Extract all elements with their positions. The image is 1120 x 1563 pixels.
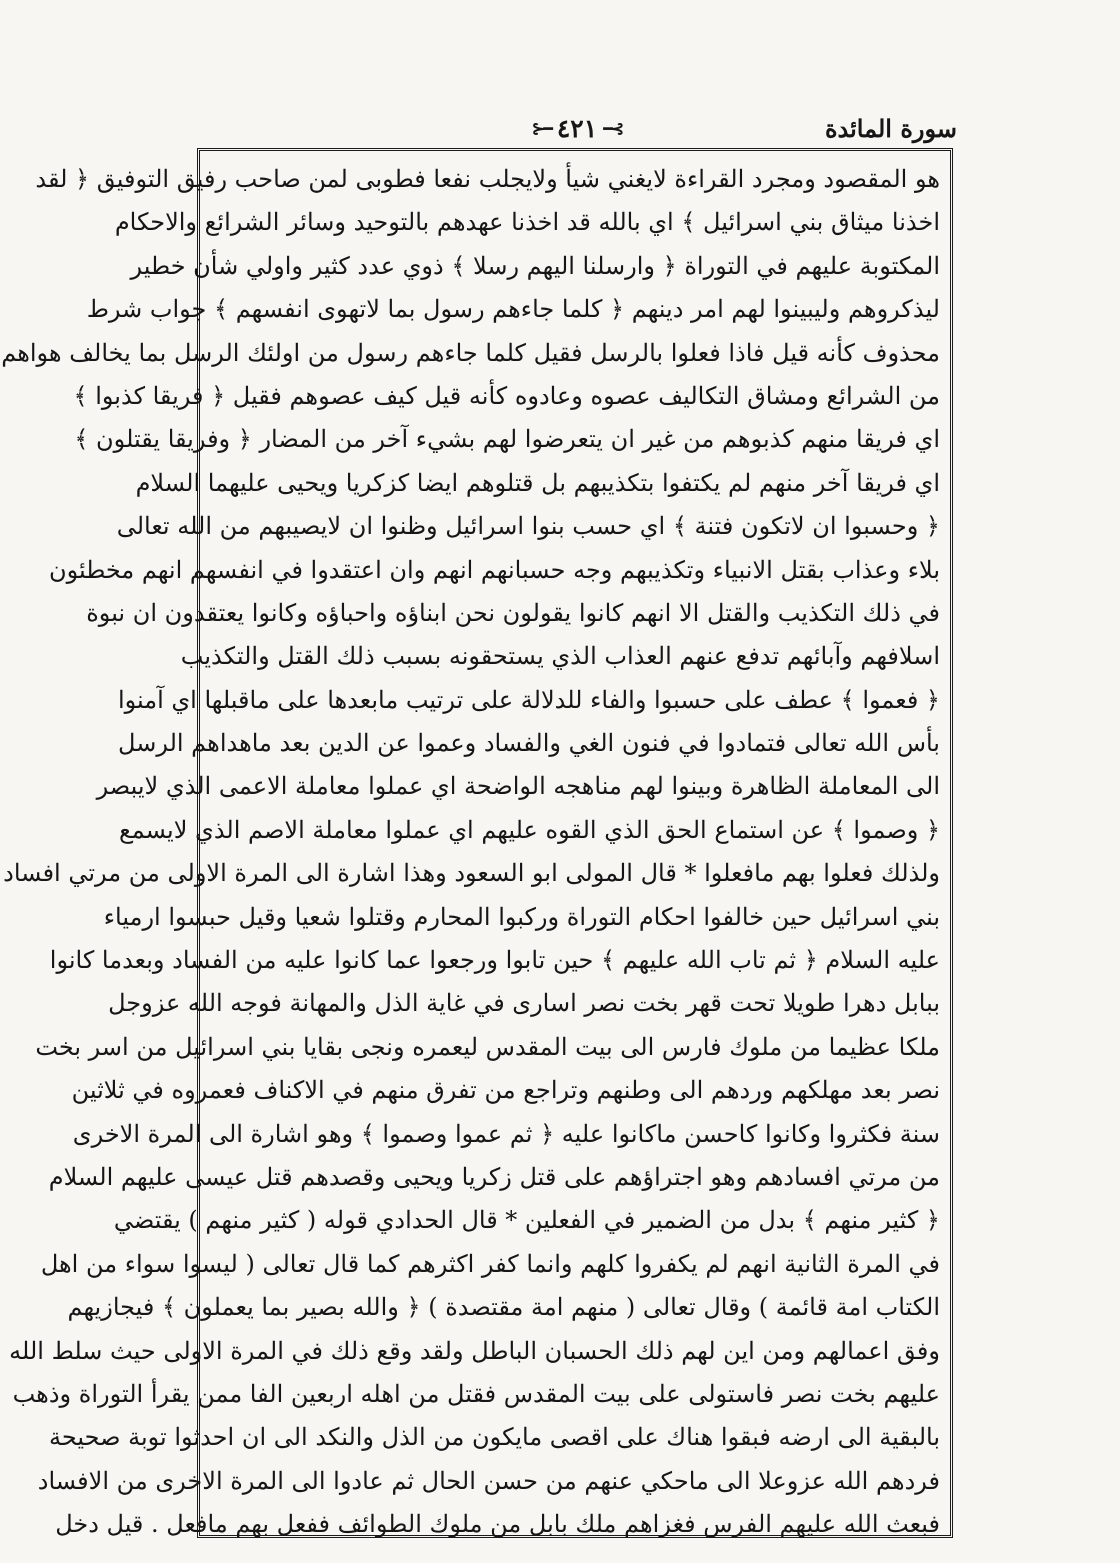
text-line: في المرة الثانية انهم لم يكفروا كلهم وانما كفر اكثرهم كما قال تعالى ( ليسوا سواء من اهل [40, 1249, 940, 1278]
text-line: من مرتي افسادهم وهو اجتراؤهم على قتل زكريا ويحيى وقصدهم قتل عيسى عليهم السلام [48, 1162, 940, 1191]
text-line: محذوف كأنه قيل فاذا فعلوا بالرسل فقيل كلما جاءهم رسول من اولئك الرسل بما يخالف هواهم [1, 338, 940, 367]
text-line: ليذكروهم وليبينوا لهم امر دينهم ﴿ كلما جاءهم رسول بما لاتهوى انفسهم ﴾ جواب شرط [86, 295, 940, 324]
page-header [197, 114, 957, 148]
surah-title: سورة المائدة [824, 114, 957, 143]
text-line: عليه السلام ﴿ ثم تاب الله عليهم ﴾ حين تابوا ورجعوا عما كانوا عليه من الفساد وبعدما كانوا [49, 946, 940, 975]
text-line: اي فريقا آخر منهم لم يكتفوا بتكذيبهم بل قتلوهم ايضا كزكريا ويحيى عليهما السلام [135, 468, 940, 497]
text-line: ولذلك فعلوا بهم مافعلوا * قال المولى ابو السعود وهذا اشارة الى المرة الاولى من مرتي افساد [3, 859, 940, 888]
text-line: فبعث الله عليهم الفرس فغزاهم ملك بابل من ملوك الطوائف ففعل بهم مافعل . قيل دخل [55, 1510, 940, 1539]
text-line: اي فريقا منهم كذبوهم من غير ان يتعرضوا لهم بشيء آخر من المضار ﴿ وفريقا يقتلون ﴾ [74, 425, 940, 454]
text-line: بني اسرائيل حين خالفوا احكام التوراة وركبوا المحارم وقتلوا شعيا وقيل حبسوا ارمياء [103, 902, 940, 931]
text-line: في ذلك التكذيب والقتل الا انهم كانوا يقولون نحن ابناؤه واحباؤه وكانوا يعتقدون ان نبوة [86, 598, 940, 627]
text-line: اسلافهم وآبائهم تدفع عنهم العذاب الذي يستحقونه بسبب ذلك القتل والتكذيب [180, 642, 940, 671]
text-line: بأس الله تعالى فتمادوا في فنون الغي والفساد وعموا عن الدين بعد ماهداهم الرسل [118, 729, 940, 758]
text-line: نصر بعد مهلكهم وردهم الى وطنهم وتراجع من تفرق منهم في الاكناف فعمروه في ثلاثين [71, 1076, 940, 1105]
text-line: ﴿ كثير منهم ﴾ بدل من الضمير في الفعلين * قال الحدادي قوله ( كثير منهم ) يقتضي [113, 1206, 940, 1235]
text-line: اخذنا ميثاق بني اسرائيل ﴾ اي بالله قد اخذنا عهدهم بالتوحيد وسائر الشرائع والاحكام [114, 208, 940, 237]
text-line: المكتوبة عليهم في التوراة ﴿ وارسلنا اليهم رسلا ﴾ ذوي عدد كثير واولي شأن خطير [130, 251, 940, 280]
ornament-left-icon: ⊱━ [531, 119, 551, 138]
text-line: وفق اعمالهم ومن اين لهم ذلك الحسبان الباطل ولقد وقع ذلك في المرة الاولى حيث سلط الله [9, 1336, 940, 1365]
ornament-right-icon: ━⊰ [603, 119, 623, 138]
text-line: ﴿ وحسبوا ان لاتكون فتنة ﴾ اي حسب بنوا اسرائيل وظنوا ان لايصيبهم من الله تعالى [116, 512, 940, 541]
text-line: ملكا عظيما من ملوك فارس الى بيت المقدس ليعمره ونجى بقايا بني اسرائيل من اسر بخت [35, 1032, 940, 1061]
text-line: هو المقصود ومجرد القراءة لايغني شيأ ولايجلب نفعا فطوبى لمن صاحب رفيق التوفيق ﴿ لقد [35, 165, 940, 193]
text-line: سنة فكثروا وكانوا كاحسن ماكانوا عليه ﴿ ثم عموا وصموا ﴾ وهو اشارة الى المرة الاخرى [72, 1119, 940, 1148]
text-line: ببابل دهرا طويلا تحت قهر بخت نصر اسارى في غاية الذل والمهانة فوجه الله عزوجل [108, 989, 940, 1018]
page-number-group [532, 114, 622, 143]
text-line: فردهم الله عزوعلا الى ماحكي عنهم من حسن الحال ثم عادوا الى المرة الاخرى من الافساد [37, 1466, 940, 1495]
commentary-text-block [1, 158, 940, 1547]
text-line: الى المعاملة الظاهرة وبينوا لهم مناهجه الواضحة اي عملوا معاملة الاعمى الذي لايبصر [96, 772, 940, 801]
text-line: ﴿ فعموا ﴾ عطف على حسبوا والفاء للدلالة على ترتيب مابعدها على ماقبلها اي آمنوا [117, 685, 940, 714]
text-line: بلاء وعذاب بقتل الانبياء وتكذيبهم وجه حسبانهم انهم وان اعتقدوا في انفسهم انهم مخطئون [48, 555, 940, 584]
text-line: من الشرائع ومشاق التكاليف عصوه وعادوه كأنه قيل كيف عصوهم فقيل ﴿ فريقا كذبوا ﴾ [73, 381, 940, 410]
page-number: ٤٢١ [556, 114, 598, 143]
text-line: عليهم بخت نصر فاستولى على بيت المقدس فقتل من اهله اربعين الفا ممن يقرأ التوراة وذهب [12, 1379, 940, 1408]
text-line: بالبقية الى ارضه فبقوا هناك على اقصى مايكون من الذل والنكد الى ان احدثوا توبة صحيحة [48, 1423, 940, 1452]
text-line: ﴿ وصموا ﴾ عن استماع الحق الذي القوه عليهم اي عملوا معاملة الاصم الذي لايسمع [118, 815, 940, 844]
text-line: الكتاب امة قائمة ) وقال تعالى ( منهم امة مقتصدة ) ﴿ والله بصير بما يعملون ﴾ فيجازيهم [67, 1293, 940, 1322]
